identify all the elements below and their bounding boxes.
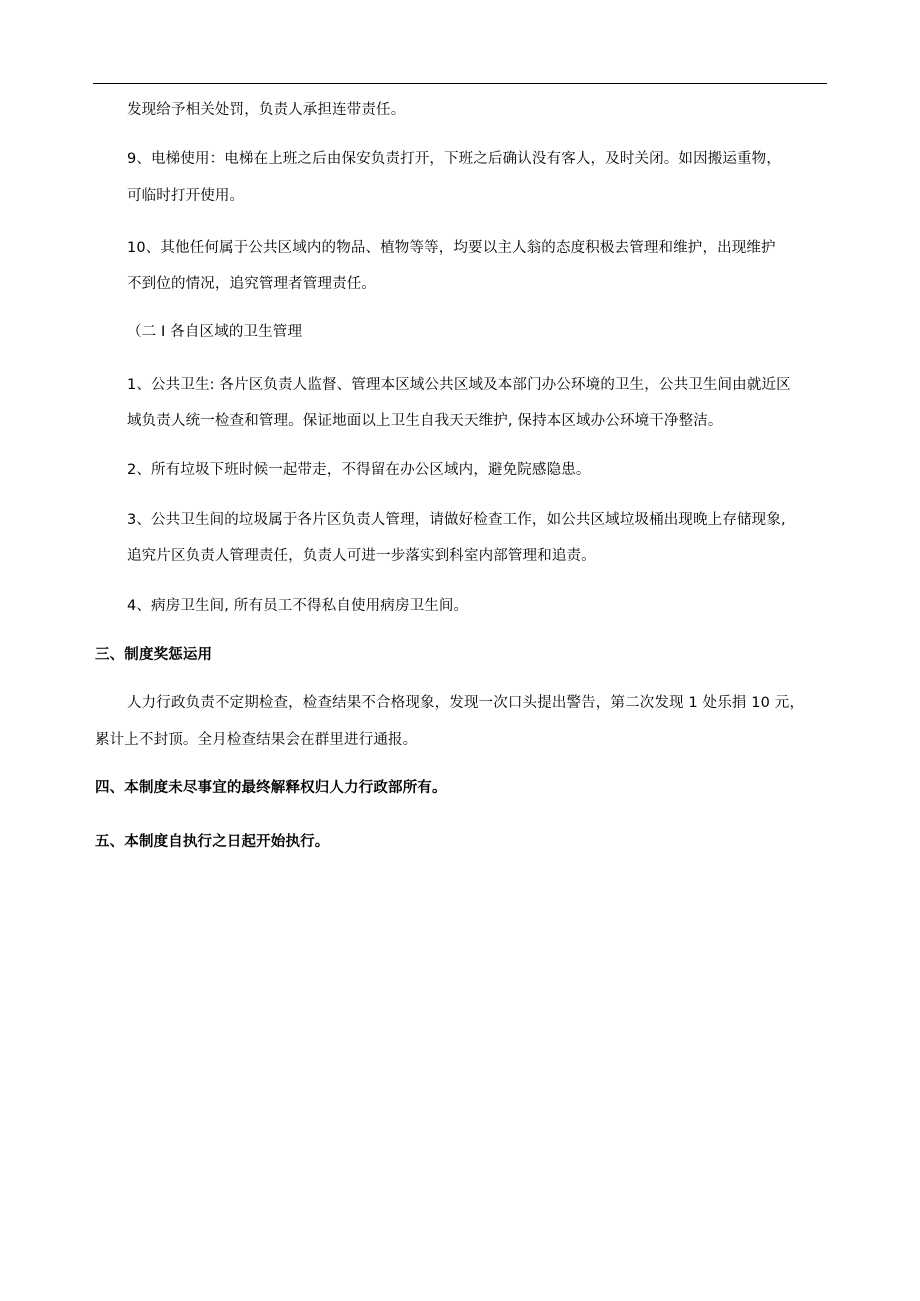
item-10-other-items: 10、其他任何属于公共区域内的物品、植物等等，均要以主人翁的态度积极去管理和维护，出现维护 bbox=[127, 240, 776, 256]
paragraph-line: 累计上不封顶。全月检查结果会在群里进行通报。 bbox=[95, 732, 418, 748]
item-2-garbage: 2、所有垃圾下班时候一起带走，不得留在办公区域内，避免院感隐患。 bbox=[127, 462, 591, 478]
item-4-ward-restroom: 4、病房卫生间, 所有员工不得私自使用病房卫生间。 bbox=[127, 598, 469, 614]
header-rule bbox=[93, 83, 827, 84]
item-9-elevator-use: 9、电梯使用：电梯在上班之后由保安负责打开，下班之后确认没有客人，及时关闭。如因搬运重物， bbox=[127, 151, 781, 167]
section-5-heading: 五、本制度自执行之日起开始执行。 bbox=[95, 834, 330, 850]
paragraph-line: 域负责人统一检查和管理。保证地面以上卫生自我天天维护, 保持本区域办公环境干净整洁。 bbox=[127, 413, 723, 429]
section-3-heading: 三、制度奖惩运用 bbox=[95, 647, 213, 663]
paragraph-line: 追究片区负责人管理责任，负责人可进一步落实到科室内部管理和追责。 bbox=[127, 548, 596, 564]
subsection-heading: （二 I 各自区域的卫生管理 bbox=[127, 324, 303, 340]
item-3-public-restroom-garbage: 3、公共卫生间的垃圾属于各片区负责人管理，请做好检查工作，如公共区域垃圾桶出现晚上存储现象, bbox=[127, 512, 786, 528]
section-4-heading: 四、本制度未尽事宜的最终解释权归人力行政部所有。 bbox=[95, 780, 447, 796]
paragraph-line: 发现给予相关处罚，负责人承担连带责任。 bbox=[127, 102, 406, 118]
section-3-body: 人力行政负责不定期检查，检查结果不合格现象，发现一次口头提出警告，第二次发现 1 处乐捐 10 元， bbox=[127, 695, 805, 711]
paragraph-line: 可临时打开使用。 bbox=[127, 188, 245, 204]
paragraph-line: 不到位的情况，追究管理者管理责任。 bbox=[127, 276, 377, 292]
item-1-public-hygiene: 1、公共卫生: 各片区负责人监督、管理本区域公共区域及本部门办公环境的卫生，公共卫生间由就近区 bbox=[127, 377, 791, 393]
